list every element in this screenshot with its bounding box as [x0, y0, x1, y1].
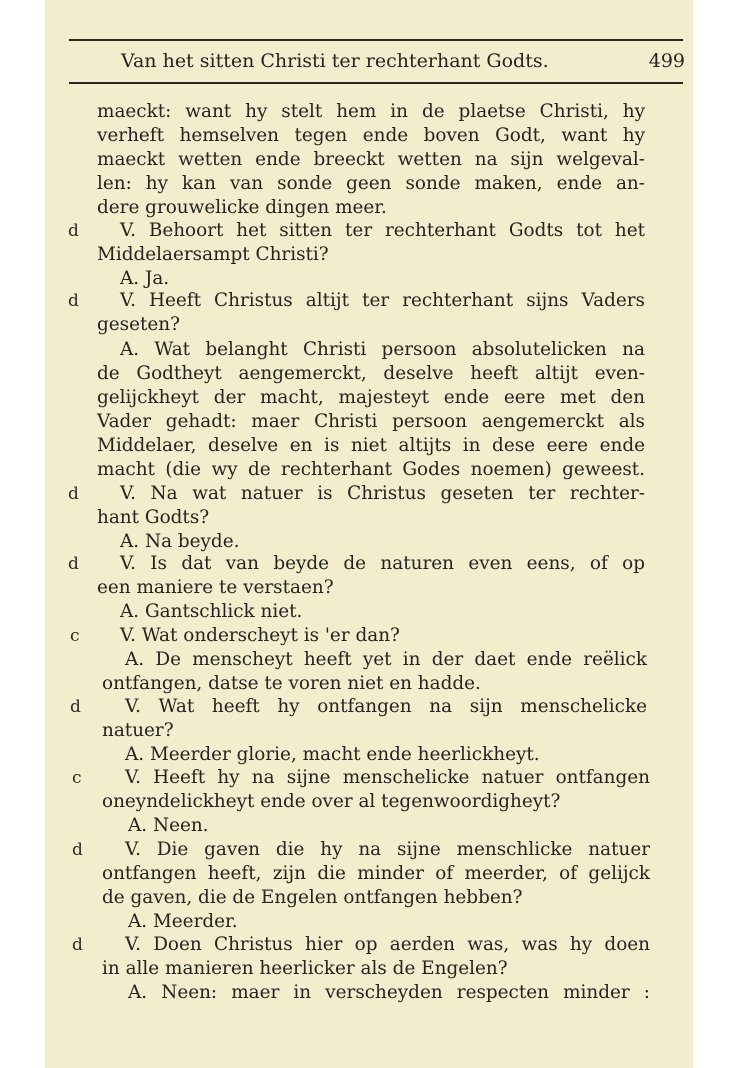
answer-line: A. Wat belanght Christi persoon absolutelicken na [120, 339, 645, 360]
answer-line: de Godtheyt aengemerckt, deselve heeft altijt even- [97, 363, 645, 384]
margin-mark: d [68, 484, 79, 504]
margin-mark: c [70, 626, 80, 646]
page-number: 499 [648, 50, 685, 72]
question-line: in alle manieren heerlicker als de Engelen? [102, 958, 508, 979]
text-line: dere grouwelicke dingen meer. [97, 197, 387, 218]
text-line: maeckt: want hy stelt hem in de plaetse Christi, hy [97, 101, 645, 122]
text-line: len: hy kan van sonde geen sonde maken, ende an- [97, 173, 645, 194]
margin-mark: d [72, 935, 83, 955]
question-line: hant Godts? [97, 507, 210, 528]
question-line: V. Wat heeft hy ontfangen na sijn menschelicke [125, 696, 647, 717]
answer-line: Middelaer, deselve en is niet altijts in dese eere ende [97, 435, 645, 456]
margin-mark: d [70, 697, 81, 717]
text-line: verheft hemselven tegen ende boven Godt, want hy [97, 125, 645, 146]
answer-line: A. Neen. [128, 815, 209, 836]
text-line: maeckt wetten ende breeckt wetten na sijn welgeval- [97, 149, 645, 170]
question-line: oneyndelickheyt ende over al tegenwoordigheyt? [102, 791, 561, 812]
question-line: V. Na wat natuer is Christus geseten ter rechter- [120, 483, 645, 504]
question-line: natuer? [102, 720, 174, 741]
question-line: V. Behoort het sitten ter rechterhant Godts tot het [120, 220, 645, 241]
book-page [45, 0, 693, 1068]
margin-mark: c [72, 768, 82, 788]
question-line: V. Wat onderscheyt is 'er dan? [120, 625, 400, 646]
answer-line: A. Meerder. [128, 911, 238, 932]
question-line: V. Die gaven die hy na sijne menschlicke natuer [125, 839, 650, 860]
margin-mark: d [68, 221, 79, 241]
question-line: V. Heeft Christus altijt ter rechterhant sijns Vaders [120, 290, 645, 311]
question-line: V. Is dat van beyde de naturen even eens, of op [120, 553, 645, 574]
question-line: geseten? [97, 314, 180, 335]
question-line: Middelaersampt Christi? [97, 244, 329, 265]
running-head-title: Van het sitten Christi ter rechterhant Godts. [121, 50, 549, 72]
answer-line: A. Na beyde. [120, 531, 240, 552]
question-line: een maniere te verstaen? [97, 577, 334, 598]
answer-line: macht (die wy de rechterhant Godes noemen) geweest. [97, 459, 645, 480]
margin-mark: d [68, 291, 79, 311]
margin-mark: d [68, 554, 79, 574]
answer-line: gelijckheyt der macht, majesteyt ende eere met den [97, 387, 645, 408]
question-line: V. Heeft hy na sijne menschelicke natuer ontfangen [125, 767, 650, 788]
answer-line: A. Ja. [120, 268, 170, 289]
header-rule [69, 82, 683, 84]
answer-line: A. De menscheyt heeft yet in der daet ende reëlick [125, 649, 647, 670]
answer-line: Vader gehadt: maer Christi persoon aengemerckt als [97, 411, 645, 432]
question-line: ontfangen heeft, zijn die minder of meerder, of gelijck [102, 863, 650, 884]
top-rule [69, 39, 683, 41]
question-line: de gaven, die de Engelen ontfangen hebben? [102, 887, 523, 908]
margin-mark: d [72, 840, 83, 860]
question-line: V. Doen Christus hier op aerden was, was hy doen [125, 934, 650, 955]
answer-line: A. Meerder glorie, macht ende heerlickheyt. [125, 744, 540, 765]
answer-line: A. Neen: maer in verscheyden respecten minder : [128, 982, 650, 1003]
answer-line: ontfangen, datse te voren niet en hadde. [102, 673, 481, 694]
answer-line: A. Gantschlick niet. [120, 601, 303, 622]
